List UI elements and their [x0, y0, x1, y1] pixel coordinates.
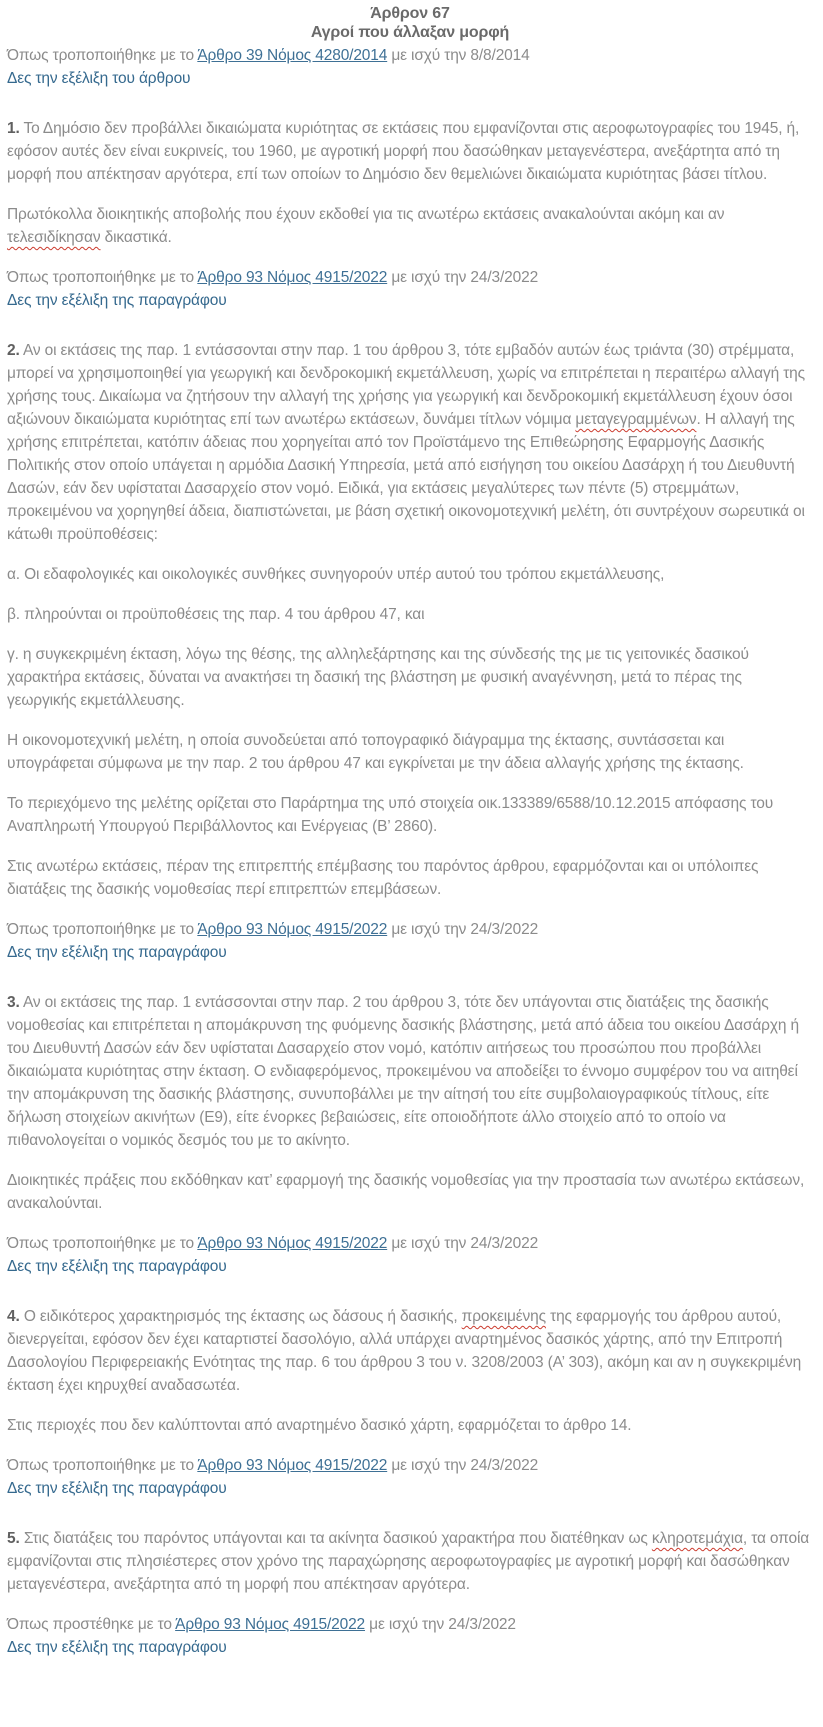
paragraph-2-number: 2. — [7, 342, 20, 359]
amendment-prefix: Όπως τροποποιήθηκε με το — [7, 1457, 198, 1474]
paragraph-2-content: Το περιεχόμενο της μελέτης ορίζεται στο Παράρτημα της υπό στοιχεία οικ.133389/6588/10.12.2015 απόφασης του Αναπληρωτή Υπουργού Περιβάλλοντος και Ενέργειας (Β’ 2860). — [7, 795, 774, 835]
paragraph-text: δικαστικά. — [100, 229, 172, 246]
amendment-prefix: Όπως τροποποιήθηκε με το — [7, 269, 198, 286]
paragraph-1-continuation — [7, 203, 813, 249]
paragraph-5-number: 5. — [7, 1530, 20, 1547]
paragraph-1-text: Το Δημόσιο δεν προβάλλει δικαιώματα κυριότητας σε εκτάσεις που εμφανίζονται στις αεροφωτογραφίες του 1945, ή, εφόσον αυτές δεν είναι ευκρινείς, του 1960, με αγροτική μορφή που δασώθηκαν μεταγενέστερα, ανεξάρτητα από τη μορφή που απέκτησαν αργότερα, επί των οποίων το Δημόσιο δεν θεμελιώνει δικαιώματα κυριότητας βάσει τίτλου. — [7, 120, 800, 183]
paragraph-1-number: 1. — [7, 120, 20, 137]
paragraph-text: . Η αλλαγή της χρήσης επιτρέπεται, κατόπιν άδειας που χορηγείται από τον Προϊστάμενο της Επιθεώρησης Εφαρμογής Δασικής Πολιτικής στον οποίο υπάγεται η αρμόδια Δασική Υπηρεσία, μετά από εισήγηση του οικείου Δασάρχη ή του Διευθυντή Δασών, εάν δεν υφίσταται Δασαρχείο στον νομό. Ειδικά, για εκτάσεις μεγαλύτερες των πέντε (5) στρεμμάτων, προκειμένου να χορηγηθεί άδεια, διαπιστώνεται, με βάση σχετική οικονομοτεχνική μελέτη, ότι συντρέχουν σωρευτικά οι κάτωθι προϋποθέσεις: — [7, 411, 805, 543]
misspelled-word: προκειμένης — [461, 1308, 546, 1325]
amendment-note — [7, 918, 813, 941]
amendment-prefix: Όπως τροποποιήθηκε με το — [7, 921, 198, 938]
amendment-suffix: με ισχύ την 8/8/2014 — [387, 47, 530, 64]
amendment-note — [7, 1613, 813, 1636]
paragraph-3-number: 3. — [7, 994, 20, 1011]
law-link[interactable]: Άρθρο 93 Νόμος 4915/2022 — [197, 1235, 388, 1252]
evolution-link[interactable]: Δες την εξέλιξη της παραγράφου — [7, 1480, 227, 1497]
paragraph-3-text: Αν οι εκτάσεις της παρ. 1 εντάσσονται στην παρ. 2 του άρθρου 3, τότε δεν υπάγονται στις διατάξεις της δασικής νομοθεσίας και επιτρέπεται η απομάκρυνση της φυόμενης δασικής βλάστησης, μετά από άδεια του οικείου Δασάρχη ή του Διευθυντή Δασών εάν δεν υφίσταται Δασαρχείο στον νομό, κατόπιν αιτήσεως του προσώπου που προβάλλει δικαιώματα κυριότητας στην έκταση. Ο ενδιαφερόμενος, προκειμένου να αποδείξει το έννομο συμφέρον του να αιτηθεί την απομάκρυνση της δασικής βλάστησης, συνυποβάλλει με την αίτησή του είτε συμβολαιογραφικούς τίτλους, είτε δήλωση στοιχείων ακινήτων (Ε9), είτε ένορκες βεβαιώσεις, είτε οποιοδήποτε άλλο στοιχείο από το οποίο να πιθανολογείται ο νομικός δεσμός του με το ακίνητο. — [7, 994, 799, 1149]
misspelled-word: μεταγεγραμμένων — [575, 411, 697, 428]
paragraph-4-number: 4. — [7, 1308, 20, 1325]
article-subtitle: Αγροί που άλλαξαν μορφή — [310, 24, 510, 41]
evolution-link[interactable]: Δες την εξέλιξη του άρθρου — [7, 70, 191, 87]
amendment-suffix: με ισχύ την 24/3/2022 — [387, 1457, 539, 1474]
amendment-note — [7, 1454, 813, 1477]
evolution-link[interactable]: Δες την εξέλιξη της παραγράφου — [7, 944, 227, 961]
evolution-link[interactable]: Δες την εξέλιξη της παραγράφου — [7, 1639, 227, 1656]
paragraph-text: Στις διατάξεις του παρόντος υπάγονται και τα ακίνητα δασικού χαρακτήρα που διατέθηκαν ως — [23, 1530, 652, 1547]
law-link[interactable]: Άρθρο 93 Νόμος 4915/2022 — [197, 921, 388, 938]
amendment-block-par5 — [7, 1613, 813, 1659]
amendment-suffix: με ισχύ την 24/3/2022 — [387, 1235, 539, 1252]
paragraph-1 — [7, 117, 813, 186]
amendment-block-par1 — [7, 266, 813, 312]
misspelled-word: κληροτεμάχια — [651, 1530, 743, 1547]
paragraph-3 — [7, 991, 813, 1152]
amendment-suffix: με ισχύ την 24/3/2022 — [365, 1616, 516, 1633]
list-item-b: β. πληρούνται οι προϋποθέσεις της παρ. 4 του άρθρου 47, και — [7, 606, 425, 623]
paragraph-5 — [7, 1527, 813, 1596]
paragraph-2 — [7, 339, 813, 546]
law-link[interactable]: Άρθρο 93 Νόμος 4915/2022 — [197, 1457, 388, 1474]
paragraph-2-other-provisions: Στις ανωτέρω εκτάσεις, πέραν της επιτρεπτής επέμβασης του παρόντος άρθρου, εφαρμόζονται και οι υπόλοιπες διατάξεις της δασικής νομοθεσίας περί επιτρεπτών επεμβάσεων. — [7, 858, 759, 898]
paragraph-4-continuation: Στις περιοχές που δεν καλύπτονται από αναρτημένο δασικό χάρτη, εφαρμόζεται το άρθρο 14. — [7, 1417, 632, 1434]
paragraph-2-study: Η οικονομοτεχνική μελέτη, η οποία συνοδεύεται από τοπογραφικό διάγραμμα της έκτασης, συντάσσεται και υπογράφεται σύμφωνα με την παρ. 2 του άρθρου 47 και εγκρίνεται με την άδεια αλλαγής χρήσης της έκτασης. — [7, 732, 744, 772]
amendment-block-par3 — [7, 1232, 813, 1278]
amendment-suffix: με ισχύ την 24/3/2022 — [387, 921, 539, 938]
amendment-block-par4 — [7, 1454, 813, 1500]
list-item-a: α. Οι εδαφολογικές και οικολογικές συνθήκες συνηγορούν υπέρ αυτού του τρόπου εκμετάλλευσης, — [7, 566, 665, 583]
article-title: Άρθρον 67 — [370, 5, 450, 22]
amendment-prefix: Όπως τροποποιήθηκε με το — [7, 1235, 198, 1252]
amendment-block-par2 — [7, 918, 813, 964]
evolution-link[interactable]: Δες την εξέλιξη της παραγράφου — [7, 292, 227, 309]
paragraph-text: Ο ειδικότερος χαρακτηρισμός της έκτασης ως δάσους ή δασικής, — [23, 1308, 462, 1325]
paragraph-text: της εφαρμογής του άρθρου αυτού, διενεργείται, εφόσον δεν έχει καταρτιστεί δασολόγιο, αλλά υπάρχει αναρτημένος δασικός χάρτης, από την Επιτροπή Δασολογίου Περιφερειακής Ενότητας της παρ. 6 του άρθρου 3 του ν. 3208/2003 (Α’ 303), ακόμη και αν η συγκεκριμένη έκταση έχει κηρυχθεί αναδασωτέα. — [7, 1308, 802, 1394]
amendment-prefix: Όπως τροποποιήθηκε με το — [7, 47, 198, 64]
list-item-c: γ. η συγκεκριμένη έκταση, λόγω της θέσης, της αλληλεξάρτησης και της σύνδεσής της με τις γειτονικές δασικού χαρακτήρα εκτάσεις, δύναται να ανακτήσει τη δασική της βλάστηση με φυσική αναγέννηση, μετά το πέρας της γεωργικής εκμετάλλευσης. — [7, 646, 749, 709]
law-link[interactable]: Άρθρο 93 Νόμος 4915/2022 — [175, 1616, 366, 1633]
amendment-note — [7, 1232, 813, 1255]
law-link[interactable]: Άρθρο 39 Νόμος 4280/2014 — [197, 47, 388, 64]
paragraph-text: Αν οι εκτάσεις της παρ. 1 εντάσσονται στην παρ. 1 του άρθρου 3, τότε εμβαδόν αυτών έως τριάντα (30) στρέμματα, μπορεί να χρησιμοποιηθεί για γεωργική και δενδροκομική εκμετάλλευση, χωρίς να επιτρέπεται η περαιτέρω αλλαγή της χρήσης τους. Δικαίωμα να ζητήσουν την αλλαγή της χρήσης για γεωργική και δενδροκομική εκμετάλλευση έχουν όσοι αξιώνουν δικαιώματα κυριότητας επί των ανωτέρω εκτάσεων, δυνάμει τίτλων νόμιμα — [7, 342, 805, 428]
evolution-link[interactable]: Δες την εξέλιξη της παραγράφου — [7, 1258, 227, 1275]
paragraph-text: , τα οποία εμφανίζονται στις πλησιέστερες στον χρόνο της παραχώρησης αεροφωτογραφίες με αγροτική μορφή και δασώθηκαν μεταγενέστερα, ανεξάρτητα από τη μορφή που απέκτησαν αργότερα. — [7, 1530, 810, 1593]
amendment-note — [7, 266, 813, 289]
amendment-suffix: με ισχύ την 24/3/2022 — [387, 269, 539, 286]
amendment-prefix: Όπως προστέθηκε με το — [7, 1616, 176, 1633]
law-link[interactable]: Άρθρο 93 Νόμος 4915/2022 — [197, 269, 388, 286]
paragraph-3-continuation: Διοικητικές πράξεις που εκδόθηκαν κατ’ εφαρμογή της δασικής νομοθεσίας για την προστασία των ανωτέρω εκτάσεων, ανακαλούνται. — [7, 1172, 805, 1212]
amendment-note — [7, 44, 813, 67]
paragraph-text: Πρωτόκολλα διοικητικής αποβολής που έχουν εκδοθεί για τις ανωτέρω εκτάσεις ανακαλούνται ακόμη και αν — [7, 206, 725, 223]
amendment-block-article — [7, 44, 813, 90]
paragraph-4 — [7, 1305, 813, 1397]
misspelled-word: τελεσιδίκησαν — [7, 229, 101, 246]
